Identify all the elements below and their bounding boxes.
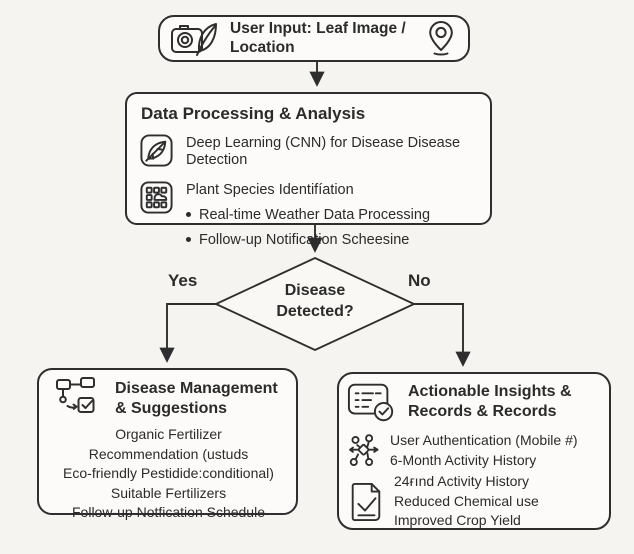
grid-keypad-icon [139,180,174,215]
insights-group-auth [347,431,601,470]
connector-yes-branch [167,304,216,360]
data-processing-node[interactable] [125,92,492,248]
decision-line1: Disease [284,282,346,299]
processing-bullet [186,207,430,224]
actionable-insights-node[interactable] [337,372,611,530]
list-item: Suitable Fertilizers [110,484,227,501]
insights-group-text [390,431,578,470]
insights-group-history [347,472,601,531]
list-item: 24ғınd Activity History [394,473,530,490]
list-item: Recommendation (ustuds [88,445,249,462]
decision-node-label[interactable] [245,281,385,323]
camera-leaf-icon [170,20,218,58]
input-node-title: User Input: Leaf Image / Location [230,19,406,56]
list-item: Reduced Chemical use [394,492,539,509]
decision-line2: Detected? [276,302,354,320]
list-item: Organic Fertilizer [115,426,222,442]
actionable-insights-title [408,380,572,422]
title-line: Records & Records [408,403,557,420]
bullet-dot [186,237,191,242]
leaf-scan-icon [139,133,174,168]
data-processing-title: Data Processing & Analysis [141,104,366,123]
disease-management-title [115,377,278,419]
processing-item-text: Deep Learning (CNN) for Disease Disease Detection [186,135,461,169]
list-item: Improved Crop Yield [394,512,521,529]
list-item: Follow-up Notfication Schedule [72,504,265,521]
document-check-icon [347,480,385,524]
actionable-insights-header [347,380,601,424]
yes-branch-label: Yes [168,271,198,290]
processing-bullet-text: Follow-up Notification Scheesine [199,231,410,248]
processing-bullet [186,232,430,249]
title-line: Disease Management [115,380,278,397]
user-input-node[interactable] [158,15,470,62]
list-item: Eco-friendly Pestidide:conditional) [63,465,274,482]
disease-management-node[interactable] [37,368,298,521]
disease-management-list [49,425,288,523]
network-icon [347,434,381,468]
processing-item-cnn [139,133,478,170]
title-line: Actionable Insights & [408,383,572,400]
title-line: & Suggestions [115,400,228,417]
connector-no-branch [414,304,463,364]
list-item: User Authentication (Mobile #) [390,432,578,448]
processing-item-text: Plant Species Identifíation [186,181,354,198]
insights-group-text [394,472,539,531]
no-branch-label: No [408,271,431,290]
list-item: 6-Month Activity History [390,451,537,468]
processing-item-species [139,180,478,249]
bullet-dot [186,212,191,217]
disease-management-header [49,377,288,419]
card-check-icon [347,380,397,424]
flow-check-icon [55,377,101,417]
processing-bullet-text: Real-time Weather Data Processing [199,207,431,224]
location-pin-icon [426,20,456,58]
